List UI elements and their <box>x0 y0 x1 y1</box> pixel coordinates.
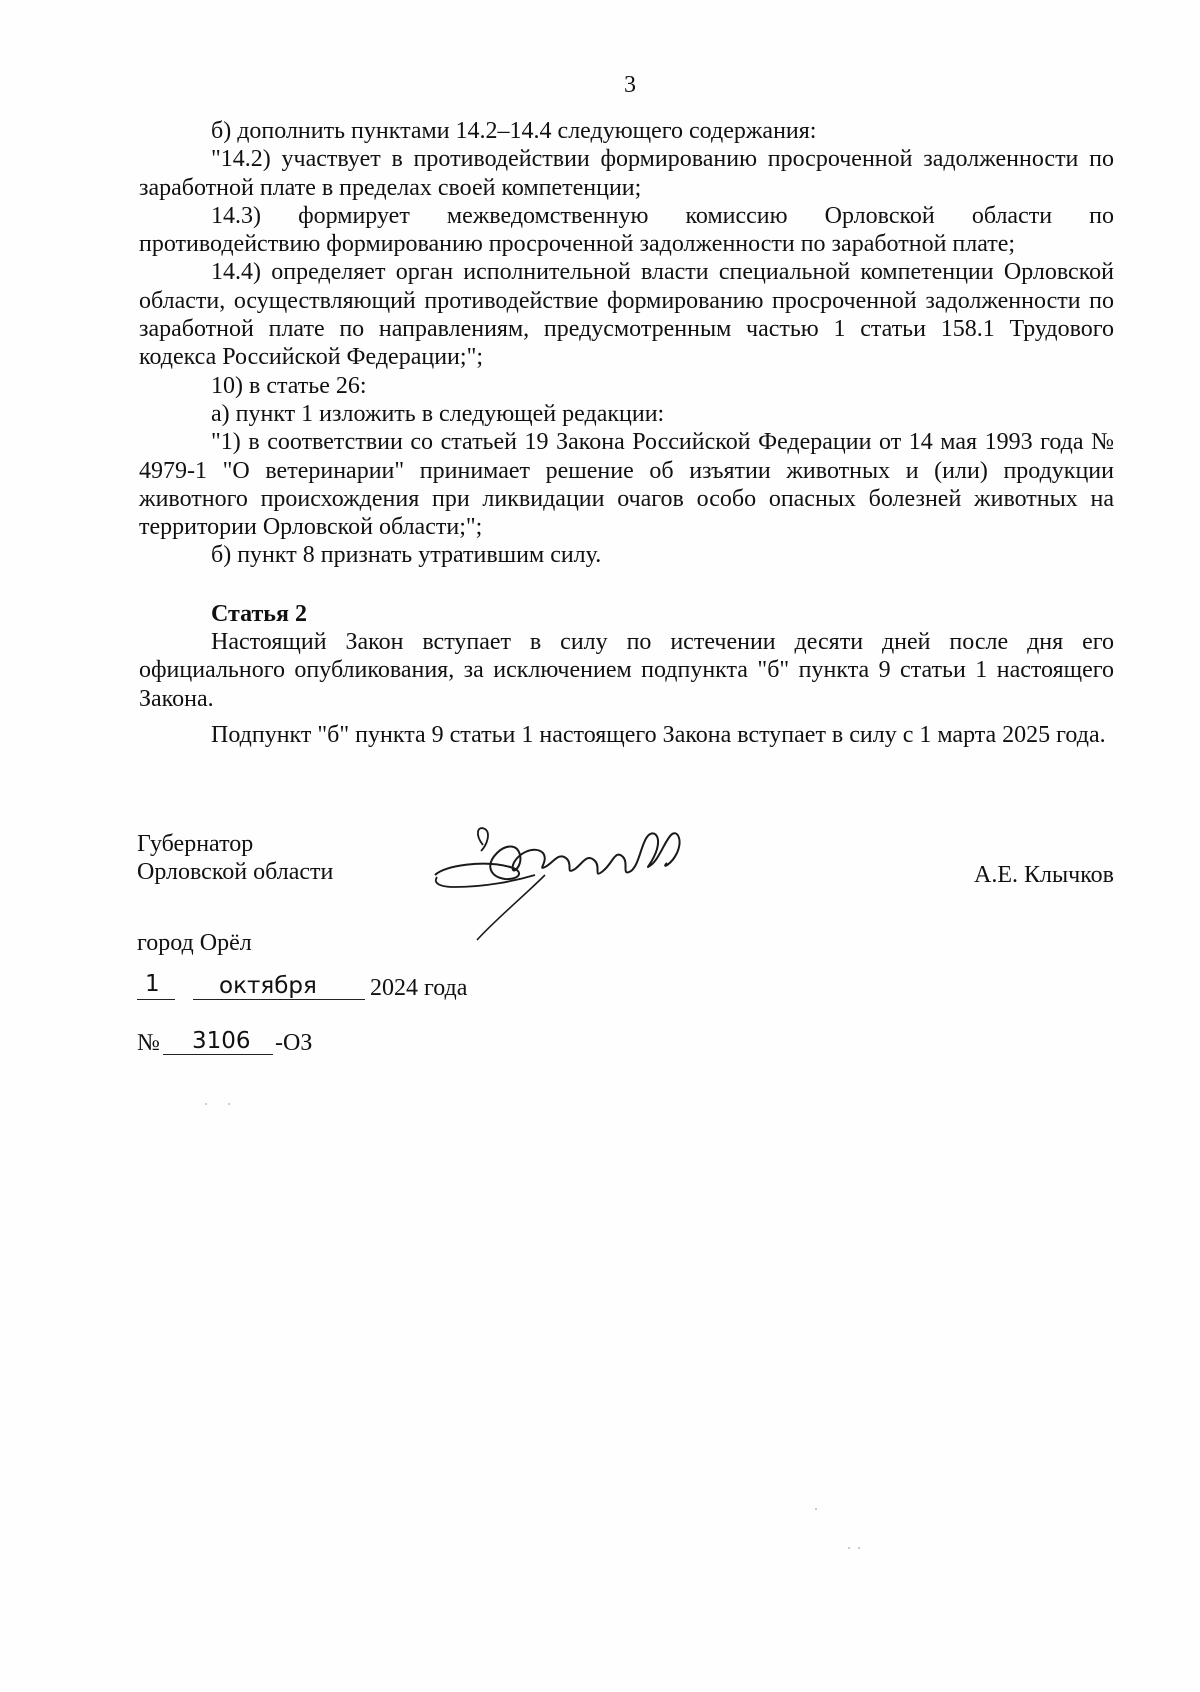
date-line <box>137 971 637 1015</box>
page-number: 3 <box>624 72 636 98</box>
city: город Орёл <box>137 930 252 956</box>
paragraph: б) дополнить пунктами 14.2–14.4 следующего содержания: <box>211 118 817 144</box>
number-underline <box>163 1054 273 1055</box>
number-sign: № <box>137 1030 160 1056</box>
article-paragraph: Подпункт "б" пункта 9 статьи 1 настоящего Закона вступает в силу с 1 марта 2025 года. <box>211 721 1106 748</box>
paragraph: 10) в статье 26: <box>211 372 367 399</box>
article-paragraph: Настоящий Закон вступает в силу по истечении десяти дней после дня его официального опубликования, за исключением подпункта "б" пункта 9 статьи 1 настоящего Закона. <box>139 629 1114 712</box>
number-suffix: -ОЗ <box>275 1030 313 1056</box>
position-line: Орловской области <box>137 859 334 885</box>
scan-speck <box>205 1103 207 1105</box>
date-month: октября <box>219 973 317 999</box>
number-value: 3106 <box>192 1028 251 1054</box>
scan-speck <box>228 1103 230 1105</box>
day-underline <box>137 999 175 1000</box>
scan-speck <box>848 1547 850 1549</box>
article-title: Статья 2 <box>211 600 307 627</box>
paragraph: 14.3) формирует межведомственную комиссию Орловской области по противодействию формированию просроченной задолженности по заработной плате; <box>139 202 1114 258</box>
document-body <box>139 117 1114 749</box>
document-number <box>137 1030 537 1070</box>
paragraph: "1) в соответствии со статьей 19 Закона Российской Федерации от 14 мая 1993 года № 4979-1 "О ветеринарии" принимает решение об изъятии животных и (или) продукции животного происхождения при ликвидации очагов особо опасных болезней животных на территории Орловской области;"; <box>139 429 1114 541</box>
date-day: 1 <box>145 971 160 997</box>
signatory-name: А.Е. Клычков <box>974 862 1114 888</box>
paragraph: 14.4) определяет орган исполнительной власти специальной компетенции Орловской области, осуществляющий противодействие формированию просроченной задолженности по заработной плате по направлениям, предусмотренным частью 1 статьи 158.1 Трудового кодекса Российской Федерации;"; <box>139 259 1114 371</box>
month-underline <box>193 999 365 1000</box>
scan-speck <box>815 1508 817 1510</box>
paragraph: б) пункт 8 признать утратившим силу. <box>211 542 602 569</box>
signatory-position <box>137 830 333 886</box>
paragraph: "14.2) участвует в противодействии формированию просроченной задолженности по заработной плате в пределах своей компетенции; <box>139 146 1114 201</box>
position-line: Губернатор <box>137 831 254 857</box>
handwritten-signature <box>425 805 695 945</box>
scan-speck <box>858 1547 860 1549</box>
paragraph: а) пункт 1 изложить в следующей редакции: <box>211 400 665 427</box>
date-year: 2024 года <box>370 975 468 1001</box>
